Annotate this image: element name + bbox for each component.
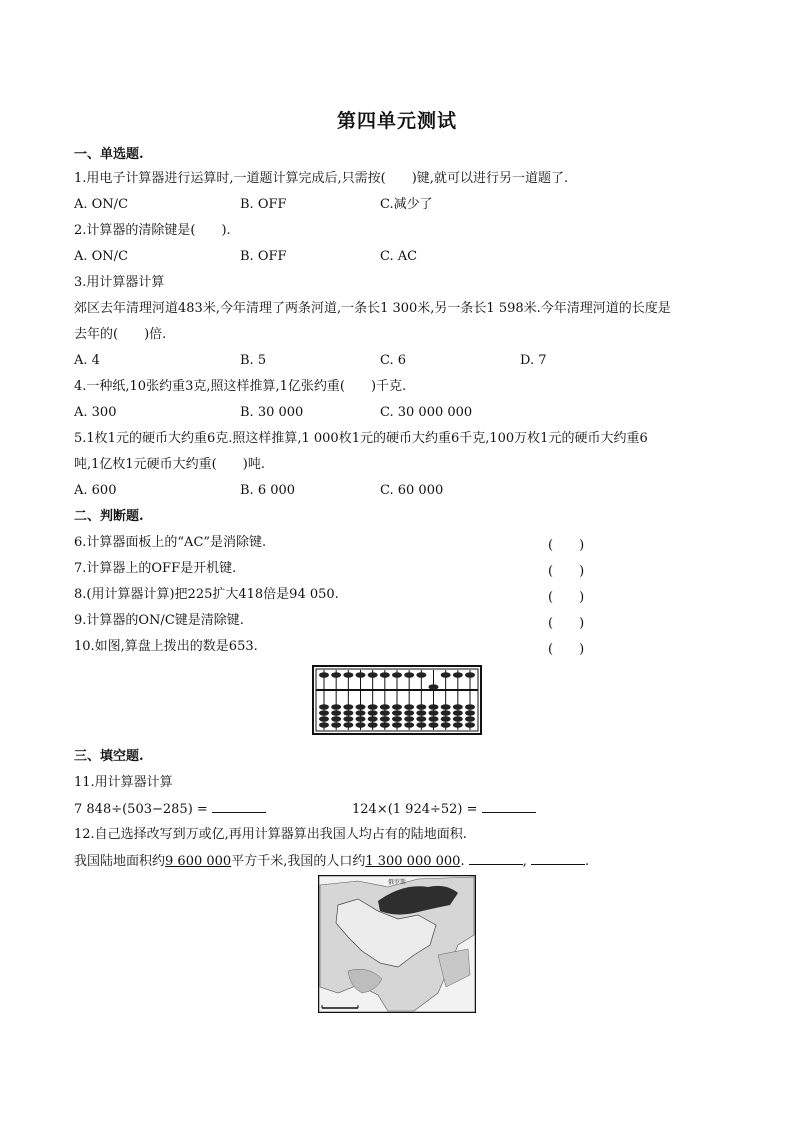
abacus-bead bbox=[404, 716, 414, 722]
abacus-bead bbox=[453, 710, 463, 716]
map-label-russia: 俄罗斯 bbox=[388, 879, 407, 886]
abacus-bead bbox=[416, 672, 426, 678]
abacus-bead bbox=[392, 672, 402, 678]
abacus-bead bbox=[429, 716, 439, 722]
question-3-option-c: C. 6 bbox=[380, 353, 407, 368]
section-heading-fill-in: 三、填空题. bbox=[74, 749, 144, 764]
abacus-bead bbox=[380, 704, 390, 710]
judge-question-10: 10.如图,算盘上拨出的数是653. bbox=[74, 639, 258, 654]
question-4-option-c: C. 30 000 000 bbox=[380, 405, 473, 420]
abacus-bead bbox=[331, 710, 341, 716]
judge-question-6: 6.计算器面板上的“AC”是消除键. bbox=[74, 535, 267, 550]
abacus-bead bbox=[368, 710, 378, 716]
abacus-bead bbox=[465, 704, 475, 710]
abacus-bead bbox=[392, 710, 402, 716]
abacus-bead bbox=[356, 722, 366, 728]
expression-1-text: 7 848÷(503−285) = bbox=[74, 802, 208, 817]
abacus-bead bbox=[441, 710, 451, 716]
line-end-period: . bbox=[585, 854, 590, 869]
blank-separator: , bbox=[522, 854, 527, 869]
abacus-bead bbox=[441, 716, 451, 722]
answer-blank-1[interactable] bbox=[212, 800, 266, 813]
abacus-bead bbox=[319, 672, 329, 678]
abacus-bead bbox=[392, 704, 402, 710]
abacus-bead bbox=[453, 672, 463, 678]
question-5-option-b: B. 6 000 bbox=[240, 483, 296, 498]
answer-blank-2[interactable] bbox=[482, 800, 536, 813]
question-3-text-line-2: 去年的( )倍. bbox=[74, 327, 167, 342]
judge-question-7: 7.计算器上的OFF是开机键. bbox=[74, 561, 237, 576]
abacus-bead bbox=[380, 672, 390, 678]
question-11-stem: 11.用计算器计算 bbox=[74, 775, 173, 790]
abacus-bead bbox=[429, 722, 439, 728]
question-1-option-a: A. ON/C bbox=[74, 197, 129, 212]
question-2-option-c: C. AC bbox=[380, 249, 418, 264]
question-4-option-b: B. 30 000 bbox=[240, 405, 304, 420]
abacus-bead bbox=[404, 722, 414, 728]
abacus-bead bbox=[429, 684, 439, 690]
abacus-bead bbox=[465, 722, 475, 728]
abacus-bead bbox=[331, 722, 341, 728]
abacus-bead bbox=[453, 716, 463, 722]
expression-2-text: 124×(1 924÷52) = bbox=[352, 802, 478, 817]
judge-answer-box-8[interactable]: ( ) bbox=[548, 590, 585, 605]
abacus-bead bbox=[368, 672, 378, 678]
question-3-option-a: A. 4 bbox=[74, 353, 100, 368]
question-3-text-line-1: 郊区去年清理河道483米,今年清理了两条河道,一条长1 300米,另一条长1 598米.今年清理河道的长度是 bbox=[74, 301, 671, 316]
question-4-option-a: A. 300 bbox=[74, 405, 117, 420]
abacus-bead bbox=[404, 672, 414, 678]
abacus-bead bbox=[416, 704, 426, 710]
line-period: . bbox=[460, 854, 465, 869]
population-prefix: 平方千米,我国的人口约 bbox=[231, 854, 366, 869]
abacus-bead bbox=[368, 704, 378, 710]
question-2-option-b: B. OFF bbox=[240, 249, 287, 264]
abacus-bead bbox=[368, 716, 378, 722]
question-11-expression-1 bbox=[74, 800, 266, 819]
question-5-text-line-2: 吨,1亿枚1元硬币大约重( )吨. bbox=[74, 457, 265, 472]
question-5-option-a: A. 600 bbox=[74, 483, 117, 498]
land-area-prefix: 我国陆地面积约 bbox=[74, 854, 166, 869]
question-3-stem: 3.用计算器计算 bbox=[74, 275, 165, 290]
abacus-bead bbox=[429, 710, 439, 716]
abacus-bead bbox=[343, 704, 353, 710]
section-heading-true-false: 二、判断题. bbox=[74, 509, 144, 524]
abacus-bead bbox=[453, 722, 463, 728]
abacus-bead bbox=[392, 716, 402, 722]
abacus-bead bbox=[319, 710, 329, 716]
abacus-figure bbox=[312, 665, 482, 735]
question-12-stem: 12.自己选择改写到万或亿,再用计算器算出我国人均占有的陆地面积. bbox=[74, 827, 467, 842]
question-5-option-c: C. 60 000 bbox=[380, 483, 444, 498]
question-2-option-a: A. ON/C bbox=[74, 249, 129, 264]
question-3-option-b: B. 5 bbox=[240, 353, 267, 368]
question-11-expression-2 bbox=[352, 800, 536, 819]
land-area-value: 9 600 000 bbox=[165, 854, 232, 869]
abacus-bead bbox=[368, 722, 378, 728]
abacus-bead bbox=[380, 710, 390, 716]
abacus-bead bbox=[416, 710, 426, 716]
abacus-bead bbox=[331, 716, 341, 722]
question-12-data-line bbox=[74, 852, 589, 871]
section-heading-single-choice: 一、单选题. bbox=[74, 147, 144, 162]
answer-blank-rewrite-area[interactable] bbox=[469, 852, 523, 865]
judge-answer-box-9[interactable]: ( ) bbox=[548, 616, 585, 631]
abacus-bead bbox=[331, 672, 341, 678]
abacus-bead bbox=[404, 710, 414, 716]
abacus-bead bbox=[319, 704, 329, 710]
question-2-stem: 2.计算器的清除键是( ). bbox=[74, 223, 231, 238]
abacus-bead bbox=[441, 672, 451, 678]
judge-answer-box-10[interactable]: ( ) bbox=[548, 642, 585, 657]
abacus-bead bbox=[356, 672, 366, 678]
judge-question-8: 8.(用计算器计算)把225扩大418倍是94 050. bbox=[74, 587, 339, 602]
abacus-bead bbox=[465, 672, 475, 678]
abacus-bead bbox=[380, 722, 390, 728]
question-5-text-line-1: 5.1枚1元的硬币大约重6克.照这样推算,1 000枚1元的硬币大约重6千克,100万枚1元的硬币大约重6 bbox=[74, 431, 648, 446]
abacus-bead bbox=[465, 710, 475, 716]
abacus-bead bbox=[319, 716, 329, 722]
abacus-bead bbox=[356, 716, 366, 722]
abacus-bead bbox=[356, 710, 366, 716]
abacus-bead bbox=[416, 716, 426, 722]
question-1-stem: 1.用电子计算器进行运算时,一道题计算完成后,只需按( )键,就可以进行另一道题了. bbox=[74, 171, 569, 186]
judge-answer-box-6[interactable]: ( ) bbox=[548, 538, 585, 553]
abacus-bead bbox=[404, 704, 414, 710]
abacus-bead bbox=[416, 722, 426, 728]
population-value: 1 300 000 000 bbox=[365, 854, 461, 869]
abacus-bead bbox=[331, 704, 341, 710]
question-1-option-b: B. OFF bbox=[240, 197, 287, 212]
abacus-bead bbox=[319, 722, 329, 728]
abacus-bead bbox=[392, 722, 402, 728]
judge-answer-box-7[interactable]: ( ) bbox=[548, 564, 585, 579]
question-3-option-d: D. 7 bbox=[520, 353, 547, 368]
abacus-bead bbox=[465, 716, 475, 722]
abacus-bead bbox=[429, 704, 439, 710]
abacus-bead bbox=[343, 722, 353, 728]
judge-question-9: 9.计算器的ON/C键是清除键. bbox=[74, 613, 244, 628]
abacus-bead bbox=[441, 704, 451, 710]
abacus-bead bbox=[380, 716, 390, 722]
abacus-bead bbox=[343, 672, 353, 678]
page-title: 第四单元测试 bbox=[336, 110, 457, 132]
china-map-figure bbox=[318, 875, 476, 1013]
abacus-bead bbox=[343, 716, 353, 722]
abacus-bead bbox=[343, 710, 353, 716]
abacus-bead bbox=[356, 704, 366, 710]
abacus-bead bbox=[441, 722, 451, 728]
question-4-stem: 4.一种纸,10张约重3克,照这样推算,1亿张约重( )千克. bbox=[74, 379, 407, 394]
abacus-bead bbox=[453, 704, 463, 710]
question-1-option-c: C.减少了 bbox=[380, 197, 433, 212]
answer-blank-rewrite-population[interactable] bbox=[531, 852, 585, 865]
